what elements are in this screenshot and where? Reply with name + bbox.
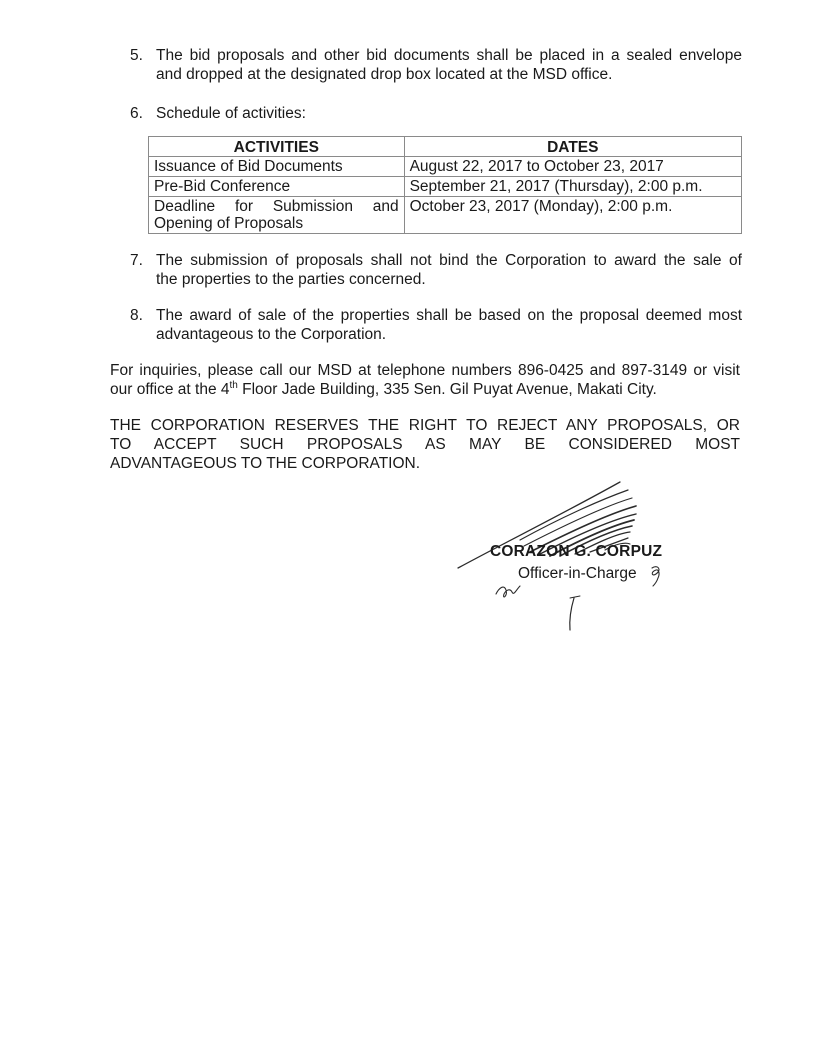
inquiries-line-2-start: our office at the 4 [110,381,230,398]
reservation-line-2: TO ACCEPT SUCH PROPOSALS AS MAY BE CONSIDERED MOST [110,436,740,453]
signatory-name: CORAZON G. CORPUZ [490,543,663,560]
date-cell: September 21, 2017 (Thursday), 2:00 p.m. [404,177,741,197]
activity-text: Deadline for Submission and [154,198,399,215]
reservation-line-3: ADVANTAGEOUS TO THE CORPORATION. [110,455,421,472]
item-number: 5. [130,47,143,64]
item-line: The award of sale of the properties shall be based on the proposal deemed most [156,307,742,324]
schedule-table [148,136,742,234]
activity-cell [149,157,405,177]
inquiries-paragraph [110,361,740,399]
item-text [156,104,742,123]
signatory-title: Officer-in-Charge [518,565,637,582]
table-row [149,157,742,177]
activity-text: Issuance of Bid Documents [154,158,343,175]
item-line: Schedule of activities: [156,105,306,122]
item-text [156,251,742,289]
ordinal-suffix: th [229,380,238,391]
item-number: 6. [130,105,143,122]
date-cell: October 23, 2017 (Monday), 2:00 p.m. [404,197,741,234]
table-header-row [149,137,742,157]
item-line: and dropped at the designated drop box located at the MSD office. [156,66,613,83]
column-header-activities: ACTIVITIES [149,137,405,157]
item-line: advantageous to the Corporation. [156,326,387,343]
item-line: the properties to the parties concerned. [156,271,426,288]
item-text [156,306,742,344]
signatory-block [490,543,663,582]
date-cell: August 22, 2017 to October 23, 2017 [404,157,741,177]
item-text [156,46,742,84]
activity-cell [149,177,405,197]
column-header-dates: DATES [404,137,741,157]
activity-cell [149,197,405,234]
item-line: The submission of proposals shall not bind the Corporation to award the sale of [156,252,742,269]
table-row [149,197,742,234]
activity-text: Pre-Bid Conference [154,178,291,195]
reservation-line-1: THE CORPORATION RESERVES THE RIGHT TO REJECT ANY PROPOSALS, OR [110,417,740,434]
inquiries-line-2-end: Floor Jade Building, 335 Sen. Gil Puyat Avenue, Makati City. [237,381,657,398]
activity-text: Opening of Proposals [154,215,304,232]
item-number: 7. [130,252,143,269]
item-number: 8. [130,307,143,324]
inquiries-line-1: For inquiries, please call our MSD at telephone numbers 896-0425 and 897-3149 or visit [110,362,740,379]
reservation-paragraph [110,416,740,473]
table-row [149,177,742,197]
item-line: The bid proposals and other bid documents shall be placed in a sealed envelope [156,47,742,64]
inquiries-line-2 [110,380,740,399]
